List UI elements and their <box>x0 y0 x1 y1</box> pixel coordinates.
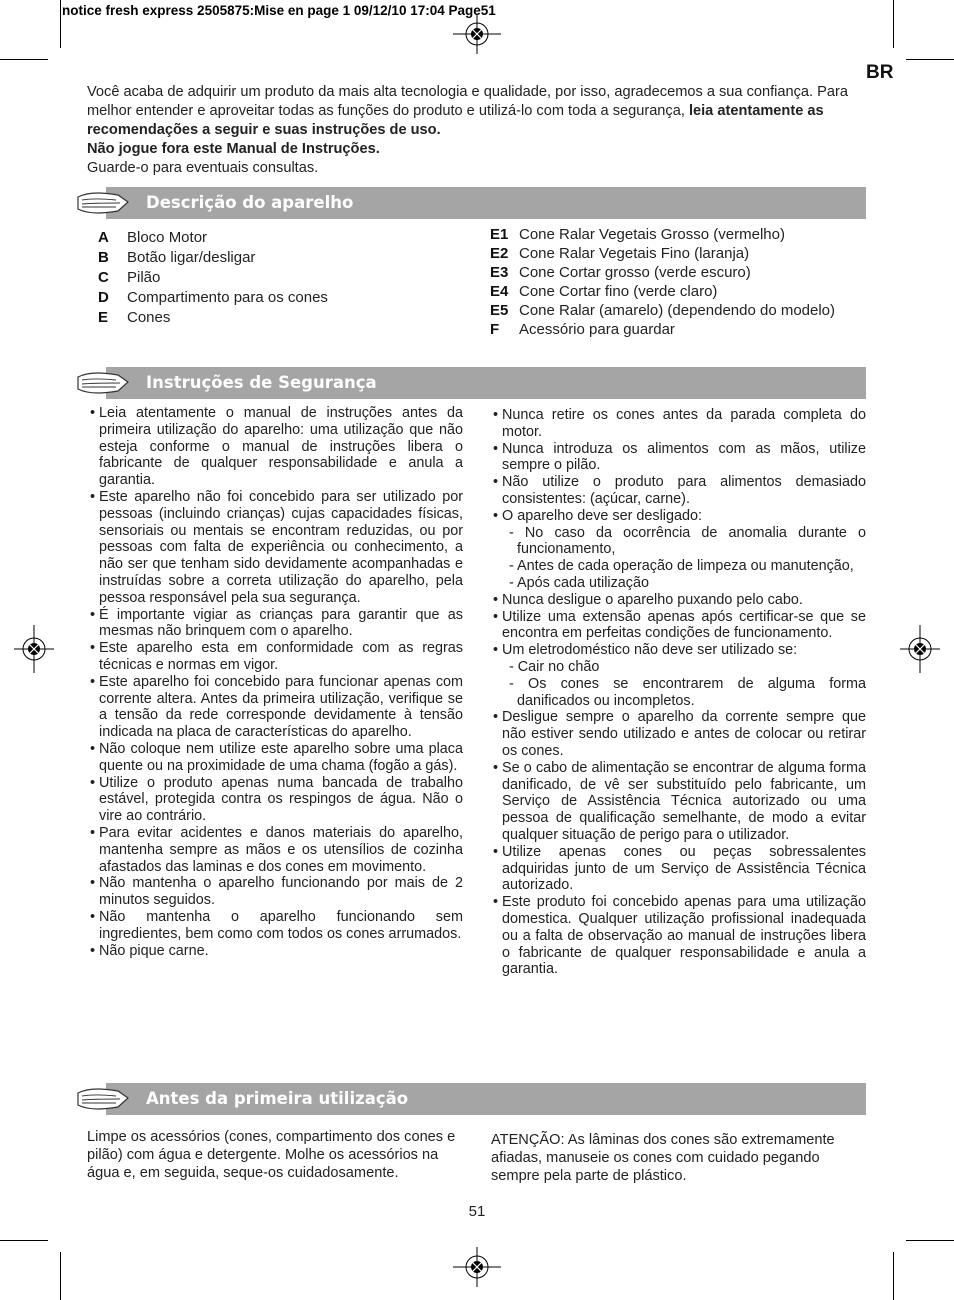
list-item <box>98 308 468 328</box>
crop-mark <box>0 1240 48 1241</box>
list-item: • Utilize uma extensão apenas após certificar-se que se encontra em perfeitas condições de funcionamento. <box>493 609 866 643</box>
part-label: Bloco Motor <box>127 229 208 246</box>
crop-mark <box>906 59 954 60</box>
registration-mark-icon <box>453 14 501 54</box>
list-item <box>490 263 866 282</box>
part-key: E3 <box>490 264 509 281</box>
part-label: Pilão <box>127 269 161 286</box>
list-item: • Se o cabo de alimentação se encontrar de alguma forma danificado, de vê ser substituído pelo fabricante, um Serviço de Assistência Técnica autorizado ou uma pessoa de qualificação semelhante, de modo a evitar qualquer situação de perigo para o utilizador. <box>493 760 866 844</box>
part-label: Botão ligar/desligar <box>127 249 256 266</box>
list-item <box>98 288 468 308</box>
list-item-text: O aparelho deve ser desligado: <box>502 507 703 524</box>
list-item <box>490 301 866 320</box>
list-item <box>98 228 468 248</box>
parts-list-right <box>490 225 866 339</box>
part-key: A <box>98 229 109 246</box>
list-item <box>490 320 866 339</box>
part-key: F <box>490 321 500 338</box>
intro-text-2: Guarde-o para eventuais consultas. <box>87 160 319 176</box>
part-key: E1 <box>490 226 509 243</box>
list-item <box>98 248 468 268</box>
list-item: • Este aparelho esta em conformidade com as regras técnicas e normas em vigor. <box>90 640 463 674</box>
list-item <box>490 225 866 244</box>
first-use-text-right: ATENÇÃO: As lâminas dos cones são extremamente afiadas, manuseie os cones com cuidado pegando sempre pela parte de plástico. <box>491 1132 835 1184</box>
list-item: • Desligue sempre o aparelho da corrente sempre que não estiver sendo utilizado e antes de colocar ou retirar os cones. <box>493 709 866 759</box>
part-label: Cones <box>127 309 171 326</box>
intro-bold-2: Não jogue fora este Manual de Instruções. <box>87 141 380 157</box>
language-tag: BR <box>866 62 894 83</box>
crop-mark <box>60 1252 61 1300</box>
sub-item: - Após cada utilização <box>509 574 649 591</box>
list-item: • Nunca introduza os alimentos com as mãos, utilize sempre o pilão. <box>493 441 866 475</box>
list-item: • Este produto foi concebido apenas para uma utilização domestica. Qualquer utilização profissional inadequada ou a falta de observação ao manual de instruções libera o fabricante de qualquer responsabilidade e anula a garantia. <box>493 894 866 978</box>
list-item <box>98 268 468 288</box>
list-item: • Leia atentamente o manual de instruções antes da primeira utilização do aparelho: uma utilização que não esteja conforme o manual de instruções libera o fabricante de qualquer responsabilidade e anula a garantia. <box>90 405 463 489</box>
list-item: • É importante vigiar as crianças para garantir que as mesmas não brinquem com o aparelho. <box>90 607 463 641</box>
registration-mark-icon <box>14 625 54 673</box>
sub-list <box>502 525 866 592</box>
list-item <box>493 642 866 709</box>
list-item: • Este aparelho foi concebido para funcionar apenas com corrente altera. Antes da primeira utilização, verifique se a tensão da rede corresponde devidamente à tensão indicada na placa de características do aparelho. <box>90 674 463 741</box>
list-item: • Não mantenha o aparelho funcionando sem ingredientes, bem como com todos os cones arrumados. <box>90 909 463 943</box>
list-item: • Este aparelho não foi concebido para ser utilizado por pessoas (incluindo crianças) cujas capacidades físicas, sensoriais ou mentais se encontram reduzidas, ou por pessoas com falta de experiência ou conhecimento, a não ser que tenham sido devidamente acompanhadas e instruídas sobre a correta utilização do aparelho, pela pessoa responsável pela sua segurança. <box>90 489 463 607</box>
section-title-safety: Instruções de Segurança <box>146 373 377 392</box>
part-label: Cone Cortar fino (verde claro) <box>519 283 718 300</box>
sub-list <box>502 659 866 709</box>
print-slug: notice fresh express 2505875:Mise en page 1 09/12/10 17:04 Page51 <box>62 3 496 18</box>
crop-mark <box>893 1252 894 1300</box>
intro-text-1: Você acaba de adquirir um produto da mais alta tecnologia e qualidade, por isso, agradecemos a sua confiança. Para melhor entender e aproveitar todas as funções do produto e utilizá-lo com toda a segurança, <box>87 84 848 119</box>
list-item: • Utilize apenas cones ou peças sobressalentes adquiridas junto de um Serviço de Assistência Técnica autorizado. <box>493 844 866 894</box>
part-label: Cone Ralar Vegetais Fino (laranja) <box>519 245 750 262</box>
list-item: • Não utilize o produto para alimentos demasiado consistentes: (açúcar, carne). <box>493 474 866 508</box>
intro-text <box>87 83 865 178</box>
sub-item: - Antes de cada operação de limpeza ou manutenção, <box>509 558 854 575</box>
list-item: • Para evitar acidentes e danos materiais do aparelho, mantenha sempre as mãos e os utensílios de cozinha afastados das laminas e dos cones em movimento. <box>90 825 463 875</box>
list-item: • Utilize o produto apenas numa bancada de trabalho estável, protegida contra os respingos de água. Não o vire ao contrário. <box>90 775 463 825</box>
part-label: Cone Ralar Vegetais Grosso (vermelho) <box>519 226 785 243</box>
registration-mark-icon <box>900 625 940 673</box>
crop-mark <box>893 0 894 48</box>
sub-item: - No caso da ocorrência de anomalia durante o funcionamento, <box>509 524 866 558</box>
list-item <box>493 508 866 592</box>
part-label: Compartimento para os cones <box>127 289 328 306</box>
hand-arrow-icon <box>76 367 132 399</box>
safety-list-left <box>90 405 463 959</box>
list-item-text: Um eletrodoméstico não deve ser utilizado se: <box>502 642 798 659</box>
part-key: C <box>98 269 109 286</box>
part-label: Cone Ralar (amarelo) (dependendo do modelo) <box>519 302 836 319</box>
list-item: • Não mantenha o aparelho funcionando por mais de 2 minutos seguidos. <box>90 875 463 909</box>
sub-item: - Os cones se encontrarem de alguma forma danificados ou incompletos. <box>509 675 866 709</box>
list-item: • Não pique carne. <box>90 943 463 960</box>
sub-item: - Cair no chão <box>509 658 600 675</box>
first-use-text-left: Limpe os acessórios (cones, compartimento dos cones e pilão) com água e detergente. Molhe os acessórios na água e, em seguida, seque-os cuidadosamente. <box>87 1129 456 1181</box>
list-item: • Nunca retire os cones antes da parada completa do motor. <box>493 407 866 441</box>
list-item <box>490 282 866 301</box>
list-item <box>490 244 866 263</box>
hand-arrow-icon <box>76 187 132 219</box>
registration-mark-icon <box>453 1247 501 1287</box>
intro-bold-1: leia atentamente as recomendações a seguir e suas instruções de uso. <box>87 103 824 138</box>
section-title-first-use: Antes da primeira utilização <box>146 1089 409 1108</box>
part-key: E4 <box>490 283 509 300</box>
safety-list-right <box>493 407 866 978</box>
parts-list-left <box>98 228 468 328</box>
part-label: Cone Cortar grosso (verde escuro) <box>519 264 751 281</box>
hand-arrow-icon <box>76 1083 132 1115</box>
part-key: E5 <box>490 302 509 319</box>
part-key: D <box>98 289 109 306</box>
crop-mark <box>60 0 61 48</box>
part-key: E2 <box>490 245 509 262</box>
crop-mark <box>906 1240 954 1241</box>
page-number: 51 <box>468 1203 486 1220</box>
crop-mark <box>0 59 48 60</box>
list-item: • Nunca desligue o aparelho puxando pelo cabo. <box>493 592 866 609</box>
section-title-description: Descrição do aparelho <box>146 193 354 212</box>
part-label: Acessório para guardar <box>519 321 675 338</box>
part-key: E <box>98 309 109 326</box>
list-item: • Não coloque nem utilize este aparelho sobre uma placa quente ou na proximidade de uma chama (fogão a gás). <box>90 741 463 775</box>
part-key: B <box>98 249 109 266</box>
